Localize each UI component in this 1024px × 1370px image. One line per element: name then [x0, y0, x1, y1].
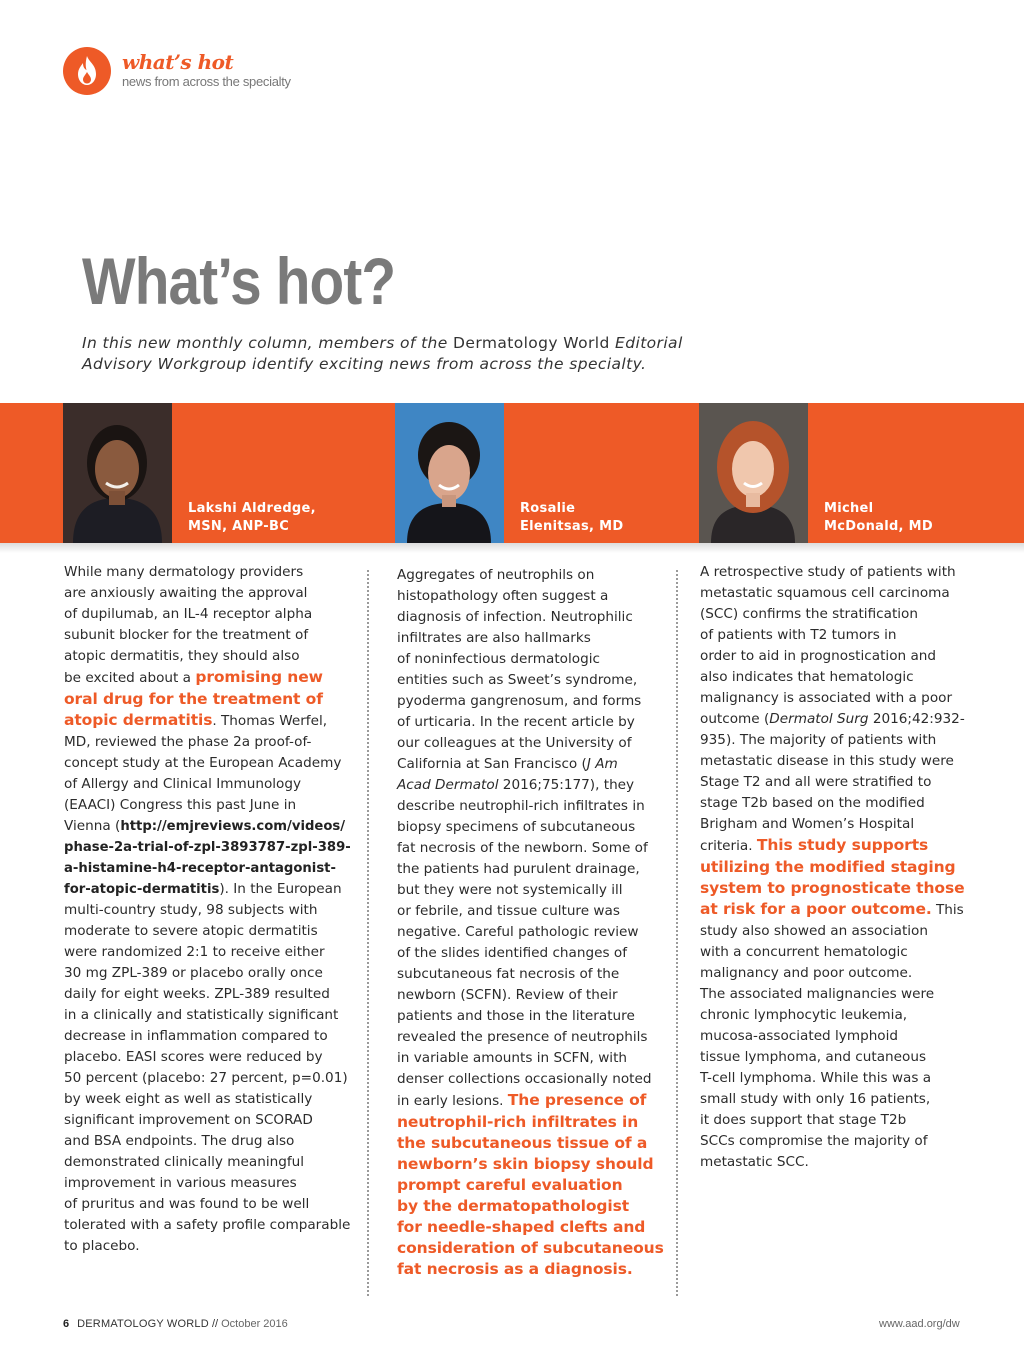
text-line: subunit blocker for the treatment of [64, 627, 309, 643]
text-line: entities such as Sweet’s syndrome, [397, 672, 638, 688]
text-line: SCCs compromise the majority of [700, 1133, 928, 1149]
text-line: small study with only 16 patients, [700, 1091, 931, 1107]
text-line: placebo. EASI scores were reduced by [64, 1049, 323, 1065]
text-line: malignancy and poor outcome. [700, 965, 913, 981]
footer-separator: // [208, 1318, 222, 1330]
column-divider [676, 570, 678, 1296]
text-line: or febrile, and tissue culture was [397, 903, 620, 919]
text-fragment: . Thomas Werfel, [212, 713, 328, 729]
journal-citation: J Am [586, 756, 618, 772]
text-line: Aggregates of neutrophils on [397, 567, 595, 583]
text-line: order to aid in prognostication and [700, 648, 937, 664]
text-line: revealed the presence of neutrophils [397, 1029, 648, 1045]
section-kicker: what’s hot [122, 50, 234, 74]
highlight-line: prompt careful evaluation [397, 1176, 623, 1194]
text-line: (SCC) confirms the stratification [700, 606, 918, 622]
text-line: but they were not systemically ill [397, 882, 623, 898]
text-line [64, 816, 351, 837]
author-credential: McDonald, MD [824, 519, 933, 534]
text-line: While many dermatology providers [64, 564, 304, 580]
article-link[interactable]: http://emjreviews.com/videos/ [120, 819, 346, 834]
author-credential: MSN, ANP-BC [188, 519, 290, 534]
author-name-elenitsas [520, 500, 623, 536]
highlight-text: The presence of [507, 1091, 647, 1109]
text-fragment: California at San Francisco ( [397, 756, 587, 772]
article-column-elenitsas [397, 565, 664, 1280]
text-line [700, 709, 965, 730]
author-line: Lakshi Aldredge, [188, 501, 316, 516]
author-photo-elenitsas [395, 403, 504, 543]
text-line: multi-country study, 98 subjects with [64, 902, 318, 918]
text-fragment: ). In the European [219, 881, 342, 897]
author-line: Michel [824, 501, 874, 516]
text-line [397, 754, 664, 775]
text-fragment: be excited about a [64, 670, 196, 686]
journal-citation: Dermatol Surg [769, 711, 869, 727]
text-line [397, 1090, 664, 1112]
highlight-line: utilizing the modified staging [700, 858, 956, 876]
text-line: and BSA endpoints. The drug also [64, 1133, 295, 1149]
text-line [64, 667, 351, 689]
text-line: malignancy is associated with a poor [700, 690, 953, 706]
author-credential: Elenitsas, MD [520, 519, 624, 534]
text-line: pyoderma gangrenosum, and forms [397, 693, 642, 709]
text-line: to placebo. [64, 1238, 140, 1254]
section-kicker-subtitle: news from across the specialty [122, 74, 291, 89]
text-line: moderate to severe atopic dermatitis [64, 923, 318, 939]
text-line: in variable amounts in SCFN, with [397, 1050, 628, 1066]
intro-part1: In this new monthly column, members of the [82, 334, 454, 352]
text-line: our colleagues at the University of [397, 735, 632, 751]
highlight-line: neutrophil-rich infiltrates in [397, 1113, 639, 1131]
highlight-line: newborn’s skin biopsy should [397, 1155, 654, 1173]
highlight-line: oral drug for the treatment of [64, 690, 323, 708]
article-link[interactable]: for-atopic-dermatitis [64, 882, 220, 897]
text-line: describe neutrophil-rich infiltrates in [397, 798, 645, 814]
page-number: 6 [63, 1318, 70, 1330]
flame-icon [74, 55, 100, 87]
text-line: metastatic SCC. [700, 1154, 809, 1170]
text-fragment: Vienna ( [64, 818, 121, 834]
text-line: MD, reviewed the phase 2a proof-of- [64, 734, 312, 750]
text-fragment: in early lesions. [397, 1093, 508, 1109]
article-column-mcdonald [700, 562, 965, 1173]
author-band-shadow [0, 543, 1024, 553]
text-line: of urticaria. In the recent article by [397, 714, 635, 730]
text-line: study also showed an association [700, 923, 928, 939]
highlight-line: system to prognosticate those [700, 879, 965, 897]
text-line [397, 775, 664, 796]
text-fragment: This [931, 902, 964, 918]
text-line: A retrospective study of patients with [700, 564, 956, 580]
text-line: of pruritus and was found to be well [64, 1196, 310, 1212]
highlight-line: for needle-shaped clefts and [397, 1218, 646, 1236]
article-link[interactable]: a-histamine-h4-receptor-antagonist- [64, 861, 336, 876]
text-line: improvement in various measures [64, 1175, 297, 1191]
intro-publication: Dermatology World [453, 334, 610, 352]
flame-logo [63, 47, 111, 95]
column-divider [367, 570, 369, 1296]
author-line: Rosalie [520, 501, 576, 516]
text-line: demonstrated clinically meaningful [64, 1154, 305, 1170]
text-fragment: 2016;42:932- [868, 711, 965, 727]
text-line: metastatic disease in this study were [700, 753, 954, 769]
text-line: The associated malignancies were [700, 986, 935, 1002]
text-fragment: 2016;75:177), they [498, 777, 635, 793]
text-line: metastatic squamous cell carcinoma [700, 585, 950, 601]
text-line: tissue lymphoma, and cutaneous [700, 1049, 927, 1065]
text-line [64, 710, 351, 732]
highlight-text: promising new [195, 668, 323, 686]
text-line: of dupilumab, an IL-4 receptor alpha [64, 606, 313, 622]
footer-date: October 2016 [221, 1318, 288, 1330]
footer-publication: DERMATOLOGY WORLD [77, 1318, 209, 1330]
highlight-text: This study supports [756, 836, 929, 854]
text-line: newborn (SCFN). Review of their [397, 987, 618, 1003]
article-link[interactable]: phase-2a-trial-of-zpl-3893787-zpl-389- [64, 840, 351, 855]
text-line: patients and those in the literature [397, 1008, 635, 1024]
text-line: negative. Careful pathologic review [397, 924, 639, 940]
text-line: significant improvement on SCORAD [64, 1112, 313, 1128]
text-line: of noninfectious dermatologic [397, 651, 600, 667]
highlight-line: the subcutaneous tissue of a [397, 1134, 648, 1152]
text-line: subcutaneous fat necrosis of the [397, 966, 620, 982]
footer-url[interactable]: www.aad.org/dw [879, 1318, 960, 1330]
author-photo-mcdonald [699, 403, 808, 543]
text-line [700, 835, 965, 857]
text-line: mucosa-associated lymphoid [700, 1028, 899, 1044]
author-name-mcdonald [824, 500, 933, 536]
page-footer [63, 1318, 288, 1330]
text-line [700, 899, 965, 921]
text-line: 935). The majority of patients with [700, 732, 937, 748]
highlight-text: atopic dermatitis [64, 711, 213, 729]
text-line: it does support that stage T2b [700, 1112, 907, 1128]
text-line: also indicates that hematologic [700, 669, 914, 685]
text-fragment: outcome ( [700, 711, 770, 727]
text-line: the patients had purulent drainage, [397, 861, 640, 877]
text-line: Stage T2 and all were stratified to [700, 774, 932, 790]
text-line: diagnosis of infection. Neutrophilic [397, 609, 633, 625]
author-photo-aldredge [63, 403, 172, 543]
text-line: of patients with T2 tumors in [700, 627, 897, 643]
journal-citation: Acad Dermatol [397, 777, 499, 793]
text-line: chronic lymphocytic leukemia, [700, 1007, 908, 1023]
highlight-text: at risk for a poor outcome. [700, 900, 932, 918]
text-line: daily for eight weeks. ZPL-389 resulted [64, 986, 330, 1002]
highlight-line: consideration of subcutaneous [397, 1239, 664, 1257]
article-column-aldredge [64, 562, 351, 1257]
text-line: of the slides identified changes of [397, 945, 627, 961]
text-line: 30 mg ZPL-389 or placebo orally once [64, 965, 323, 981]
text-line: by week eight as well as statistically [64, 1091, 313, 1107]
text-line: 50 percent (placebo: 27 percent, p=0.01) [64, 1070, 348, 1086]
text-line: with a concurrent hematologic [700, 944, 908, 960]
text-line: in a clinically and statistically significant [64, 1007, 339, 1023]
text-fragment: criteria. [700, 838, 757, 854]
text-line [64, 879, 351, 900]
text-line: infiltrates are also hallmarks [397, 630, 591, 646]
intro-text [82, 333, 722, 375]
text-line: of Allergy and Clinical Immunology [64, 776, 302, 792]
text-line: concept study at the European Academy [64, 755, 342, 771]
text-line: stage T2b based on the modified [700, 795, 925, 811]
highlight-line: fat necrosis as a diagnosis. [397, 1260, 633, 1278]
text-line: denser collections occasionally noted [397, 1071, 652, 1087]
text-line: decrease in inflammation compared to [64, 1028, 328, 1044]
intro-part2: Editorial Advisory Workgroup identify exciting news from across the specialty. [82, 334, 683, 373]
text-line: tolerated with a safety profile comparable [64, 1217, 351, 1233]
text-line: are anxiously awaiting the approval [64, 585, 308, 601]
text-line: biopsy specimens of subcutaneous [397, 819, 636, 835]
text-line: were randomized 2:1 to receive either [64, 944, 325, 960]
text-line: (EAACI) Congress this past June in [64, 797, 297, 813]
text-line: histopathology often suggest a [397, 588, 609, 604]
text-line: T-cell lymphoma. While this was a [700, 1070, 932, 1086]
text-line: Brigham and Women’s Hospital [700, 816, 915, 832]
page-title: What’s hot? [82, 244, 396, 318]
author-name-aldredge [188, 500, 316, 536]
text-line: atopic dermatitis, they should also [64, 648, 300, 664]
text-line: fat necrosis of the newborn. Some of [397, 840, 648, 856]
highlight-line: by the dermatopathologist [397, 1197, 630, 1215]
